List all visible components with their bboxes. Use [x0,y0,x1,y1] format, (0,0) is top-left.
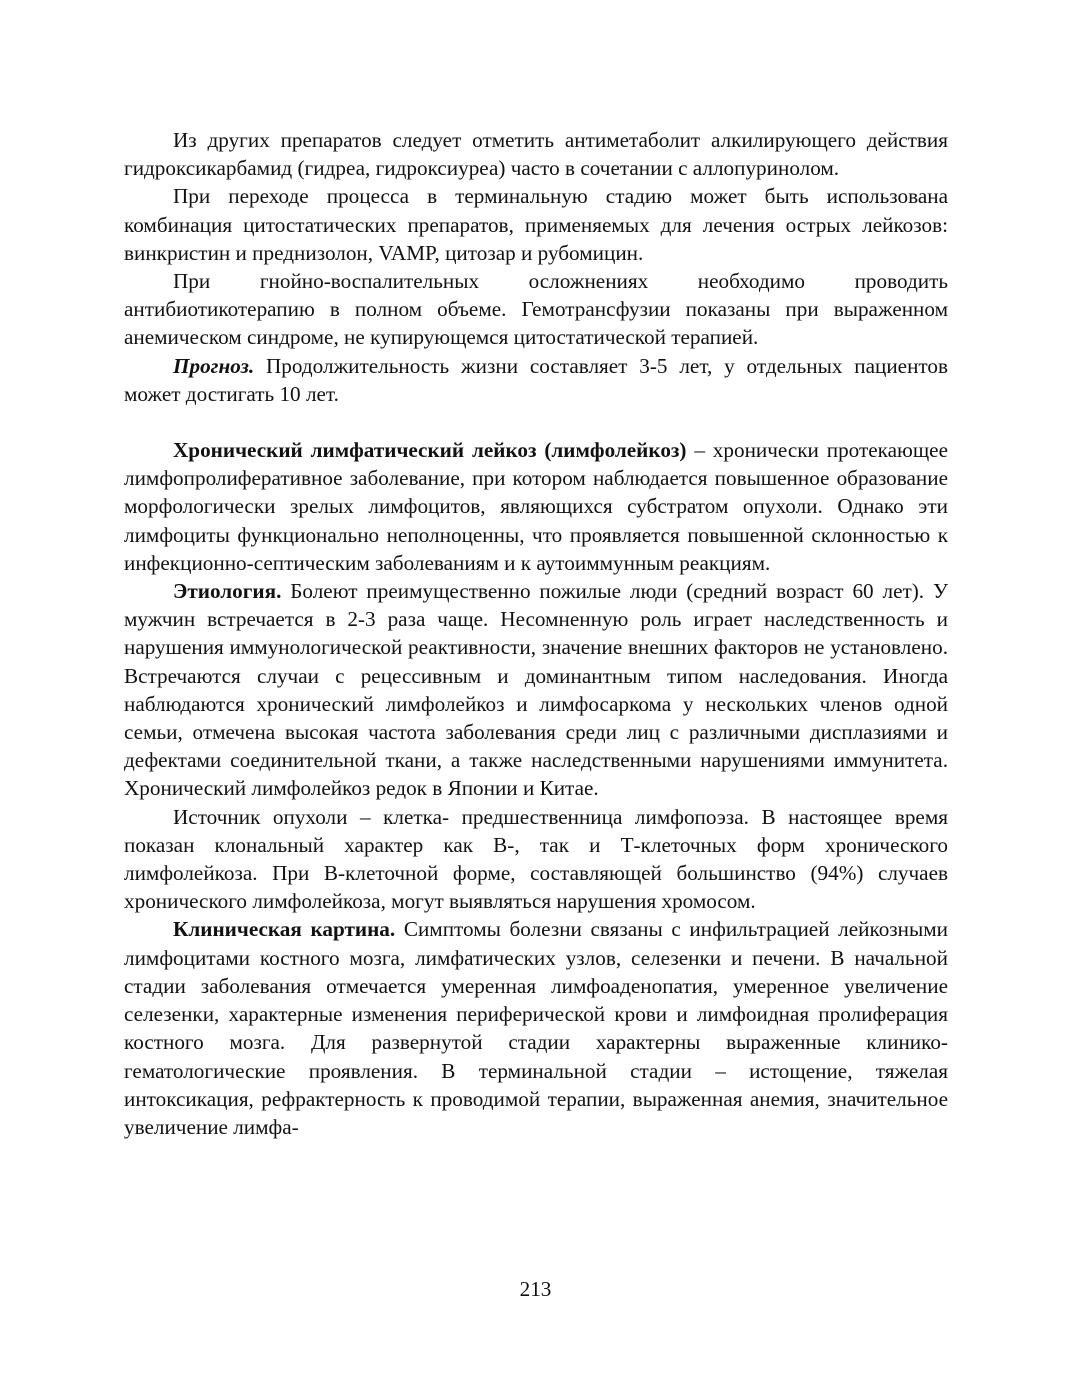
paragraph-text: Болеют преимущественно пожилые люди (средний возраст 60 лет). У мужчин встречается в 2-3 раза чаще. Несомненную роль играет наследственность и нарушения иммунологической реактивности, значение внешних факторов не установлено. Встречаются случаи с рецессивным и доминантным типом наследования. Иногда наблюдаются хронический лимфолейкоз и лимфосаркома у нескольких членов одной семьи, отмечена высокая частота заболевания среди лиц с различными дисплазиями и дефектами соединительной ткани, а также наследственными нарушениями иммунитета. Хронический лимфолейкоз редок в Японии и Китае. [124,579,948,801]
paragraph-tumor-source [124,803,948,916]
paragraph-text: Из других препаратов следует отметить антиметаболит алкилирующего действия гидроксикарбамид (гидреа, гидроксиуреа) часто в сочетании с аллопуринолом. [124,128,948,181]
page-number: 213 [519,1277,552,1301]
paragraph-cll-definition [124,436,948,577]
etiology-heading: Этиология. [173,579,282,604]
section-heading: Хронический лимфатический лейкоз (лимфолейкоз) [173,438,687,463]
paragraph-text: Продолжительность жизни составляет 3-5 лет, у отдельных пациентов может достигать 10 лет. [124,353,948,406]
paragraph-prognosis [124,352,948,408]
paragraph-antimetabolite [124,126,948,182]
clinical-picture-heading: Клиническая картина. [173,917,396,942]
paragraph-complications [124,267,948,352]
paragraph-etiology [124,577,948,803]
paragraph-text: – хронически протекающее лимфопролиферативное заболевание, при котором наблюдается повышенное образование морфологически зрелых лимфоцитов, являющихся субстратом опухоли. Однако эти лимфоциты функционально неполноценны, что проявляется повышенной склонностью к инфекционно-септическим заболеваниям и к аутоиммунным реакциям. [124,438,948,575]
paragraph-clinical-picture [124,915,948,1141]
page-body [124,126,948,1141]
prognosis-heading: Прогноз. [173,353,255,378]
paragraph-text: При гнойно-воспалительных осложнениях необходимо проводить антибиотикотерапию в полном объеме. Гемотрансфузии показаны при выраженном анемическом синдроме, не купирующемся цитостатической терапией. [124,269,948,350]
section-spacer [124,408,948,436]
paragraph-text: Симптомы болезни связаны с инфильтрацией лейкозными лимфоцитами костного мозга, лимфатических узлов, селезенки и печени. В начальной стадии заболевания отмечается умеренная лимфоаденопатия, умеренное увеличение селезенки, характерные изменения периферической крови и лимфоидная пролиферация костного мозга. Для развернутой стадии характерны выраженные клинико-гематологические проявления. В терминальной стадии – истощение, тяжелая интоксикация, рефрактерность к проводимой терапии, выраженная анемия, значительное увеличение лимфа- [124,917,949,1139]
paragraph-text: Источник опухоли – клетка- предшественница лимфопоэза. В настоящее время показан клональный характер как В-, так и Т-клеточных форм хронического лимфолейкоза. При В-клеточной форме, составляющей большинство (94%) случаев хронического лимфолейкоза, могут выявляться нарушения хромосом. [124,804,948,914]
paragraph-text: При переходе процесса в терминальную стадию может быть использована комбинация цитостатических препаратов, применяемых для лечения острых лейкозов: винкристин и преднизолон, VAMP, цитозар и рубомицин. [124,184,948,265]
paragraph-terminal-stage [124,182,948,267]
